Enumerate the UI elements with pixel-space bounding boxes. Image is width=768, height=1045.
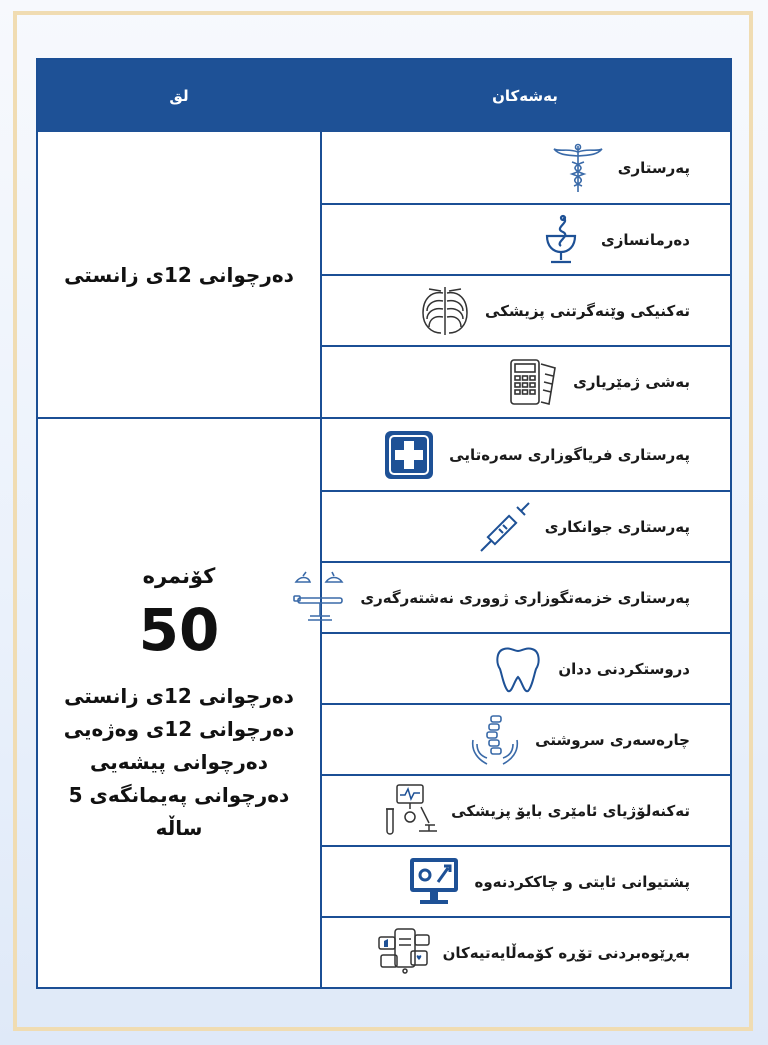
department-row [322,632,730,703]
background-pattern-bottom [0,994,768,1020]
department-label: دەرمانسازی [600,230,690,249]
header-track: لق [169,87,189,105]
department-row [322,845,730,916]
eligible-line: دەرچوانی پیشەیی [90,749,268,774]
syringe-icon [477,499,533,555]
department-label: پشتیوانی ئایتی و چاککردنەوە [474,872,690,891]
ribcage-xray-icon [417,283,473,339]
table-header [38,60,730,132]
first-aid-cross-icon [381,427,437,483]
department-label: تەکنەلۆژیای ئامێری بایۆ پزیشکی [451,801,690,820]
biomedical-devices-icon [383,783,439,839]
department-row [322,345,730,416]
background-pattern-top [0,26,768,52]
department-label: تەکنیکی وێنەگرتنی پزیشکی [485,301,690,320]
caduceus-icon [550,140,606,196]
department-row [322,132,730,203]
department-row [322,916,730,987]
header-departments: بەشەکان [492,87,558,105]
track-cell-group2 [38,419,320,989]
eligible-line: دەرچوانی پەیمانگەی 5 [68,782,290,807]
score-title: کۆنمرە [142,563,216,588]
eligible-line: دەرچوانی 12ی وەژەیی [63,716,295,741]
department-label: بەڕێوەبردنی تۆڕە کۆمەڵایەتیەکان [442,943,690,962]
departments-table [36,58,732,989]
eligible-line: دەرچوانی 12ی زانستی [64,683,294,708]
track-cell-group1 [38,132,320,417]
score-value: 50 [138,595,220,664]
department-row [322,561,730,632]
social-media-icon [375,925,431,981]
department-row [322,274,730,345]
department-row [322,203,730,274]
department-label: پەرستاری [617,158,690,177]
department-label: بەشی ژمێریاری [573,372,690,391]
pharmacy-bowl-icon [533,212,589,268]
department-row [322,774,730,845]
department-row [322,490,730,561]
department-label: چارەسەری سروشتی [535,730,690,749]
department-label: پەرستاری فریاگوزاری سەرەتایی [449,445,690,464]
department-label: دروستکردنی ددان [558,659,690,678]
it-support-monitor-icon [406,854,462,910]
calculator-icon [505,354,561,410]
eligible-line: ساڵە [155,815,203,840]
spine-hands-icon [467,712,523,768]
tooth-icon [490,641,546,697]
surgery-table-icon [292,570,348,626]
department-row [322,419,730,490]
department-label: پەرستاری جوانکاری [544,517,690,536]
department-row [322,703,730,774]
department-label: پەرستاری خزمەتگوزاری ژووری نەشتەرگەری [360,588,690,607]
track-group1-text: دەرچوانی 12ی زانستی [64,262,294,287]
